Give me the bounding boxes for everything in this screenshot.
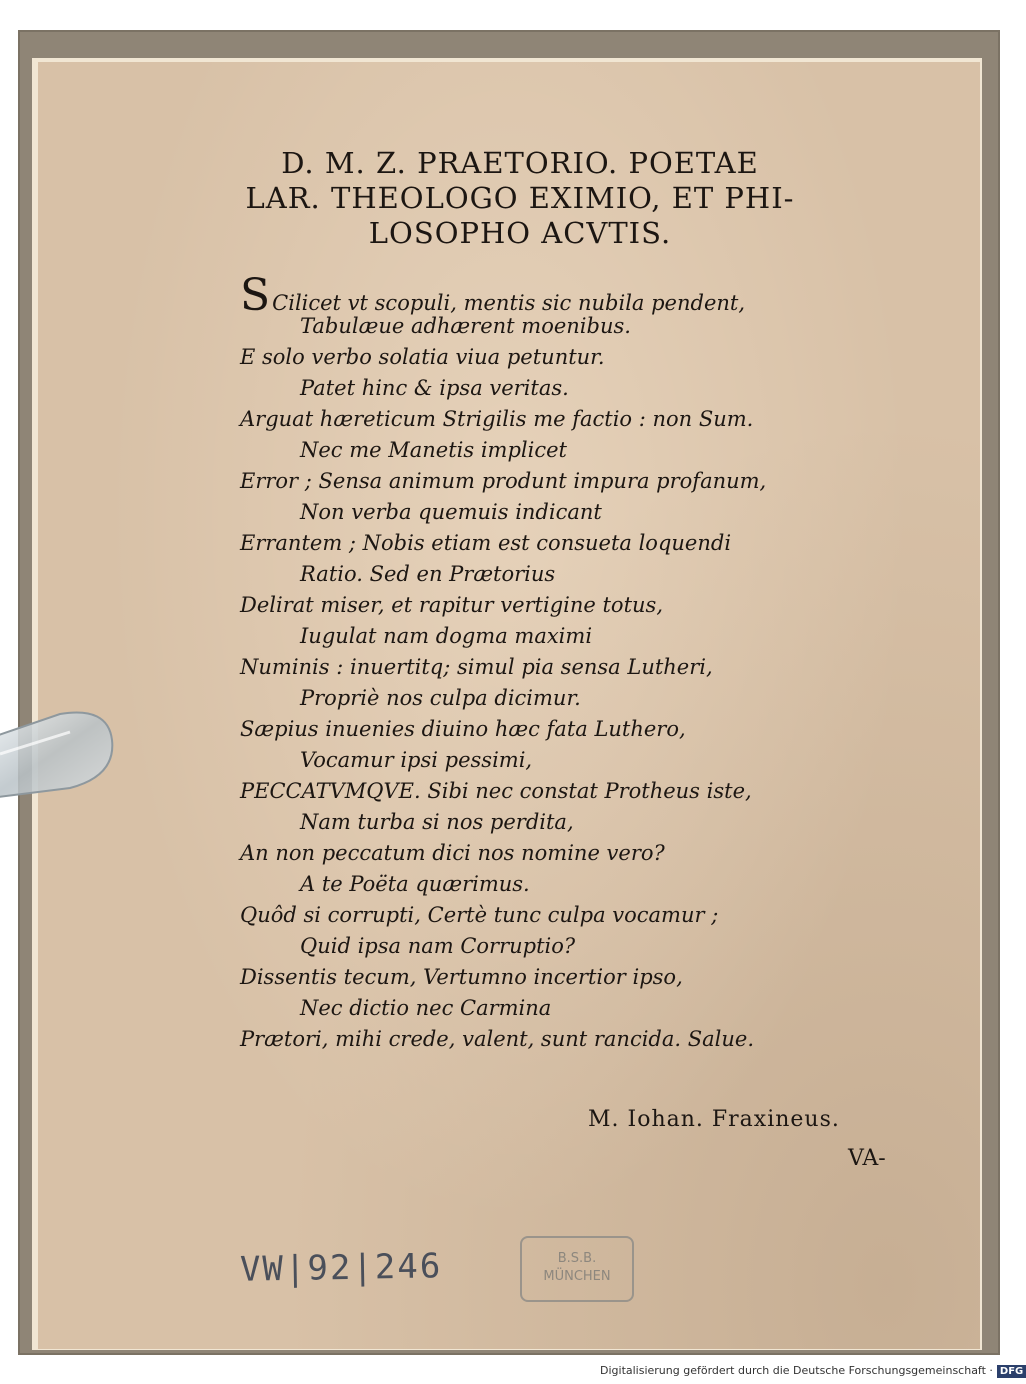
author-signature: M. Iohan. Fraxineus. <box>588 1107 840 1132</box>
poem-line: A te Poëta quærimus. <box>300 872 530 896</box>
footer-text: Digitalisierung gefördert durch die Deutsche Forschungsgemeinschaft · <box>600 1364 993 1377</box>
stamp-line: MÜNCHEN <box>543 1269 611 1284</box>
poem-line: Arguat hæreticum Strigilis me factio : non Sum. <box>240 407 754 431</box>
poem-line: Nec me Manetis implicet <box>300 438 567 462</box>
poem-line: Dissentis tecum, Vertumno incertior ipso, <box>240 965 683 989</box>
poem-line: Quid ipsa nam Corruptio? <box>300 934 576 958</box>
poem-line: An non peccatum dici nos nomine vero? <box>240 841 665 865</box>
handwritten-shelfmark: VW|92|246 <box>239 1246 443 1290</box>
poem-line: Nam turba si nos perdita, <box>300 810 574 834</box>
poem-line: Prætori, mihi crede, valent, sunt rancida. Salue. <box>240 1027 754 1051</box>
poem-line: Iugulat nam dogma maximi <box>300 624 593 648</box>
heading-line: LAR. THEOLOGO EXIMIO, ET PHI- <box>245 181 795 215</box>
poem-line: Sæpius inuenies diuino hæc fata Luthero, <box>240 717 686 741</box>
digitization-footer <box>600 1364 1024 1380</box>
poem-line-text: Cilicet vt scopuli, mentis sic nubila pendent, <box>272 291 746 315</box>
poem-body <box>240 270 840 1055</box>
drop-capital: S <box>240 270 271 321</box>
heading-line: LOSOPHO ACVTIS. <box>368 216 672 250</box>
poem-line: PECCATVMQVE. Sibi nec constat Protheus iste, <box>240 779 752 803</box>
poem-line: Patet hinc & ipsa veritas. <box>300 376 569 400</box>
poem-line: Delirat miser, et rapitur vertigine totus, <box>240 593 663 617</box>
dfg-logo: DFG <box>997 1365 1026 1378</box>
poem-line <box>240 270 840 321</box>
poem-line: Quôd si corrupti, Certè tunc culpa vocamur ; <box>240 903 719 927</box>
glass-page-clip <box>0 710 120 798</box>
poem-line: Nec dictio nec Carmina <box>300 996 552 1020</box>
poem-line: Non verba quemuis indicant <box>300 500 602 524</box>
stamp-line: B.S.B. <box>557 1251 597 1266</box>
poem-line: Tabulæue adhærent moenibus. <box>300 314 631 338</box>
poem-line: Errantem ; Nobis etiam est consueta loquendi <box>240 531 732 555</box>
poem-line: E solo verbo solatia viua petuntur. <box>240 345 605 369</box>
poem-line: Vocamur ipsi pessimi, <box>300 748 533 772</box>
poem-line: Ratio. Sed en Prætorius <box>300 562 556 586</box>
poem-heading <box>160 146 880 251</box>
poem-line: Propriè nos culpa dicimur. <box>300 686 581 710</box>
catchword: VA- <box>848 1146 886 1171</box>
library-stamp <box>520 1236 634 1302</box>
poem-line: Numinis : inuertitq; simul pia sensa Lutheri, <box>240 655 713 679</box>
heading-line: D. M. Z. PRAETORIO. POETAE <box>281 146 759 180</box>
poem-line: Error ; Sensa animum produnt impura profanum, <box>240 469 767 493</box>
